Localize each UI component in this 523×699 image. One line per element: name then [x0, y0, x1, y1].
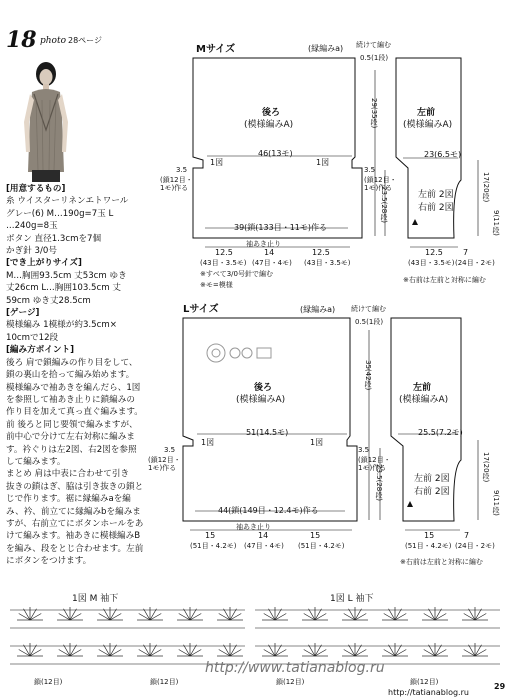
l-front-title: 左前: [413, 383, 432, 393]
m-front-neck-r: 右前 2図: [418, 203, 454, 213]
l-front-hem-count-1: (51目・4.2モ): [405, 542, 452, 550]
l-back-title: 後ろ: [254, 383, 273, 393]
l-front-neck-l: 左前 2図: [414, 474, 450, 484]
m-width-back: 46(13モ): [258, 149, 293, 158]
chain-label-4: 鎖(12目): [410, 678, 439, 686]
m-cont-note: 続けて編む: [356, 41, 391, 49]
l-width-front: 25.5(7.2モ): [418, 428, 463, 437]
material-line: を参照して袖あき止りに鎖編みの: [6, 394, 135, 405]
material-line: [ゲージ]: [6, 308, 40, 319]
material-line: 前中心で分けて左右対称に編みま: [6, 432, 135, 443]
material-line: …240g=8玉: [6, 221, 58, 232]
m-back-title: 後ろ: [262, 108, 281, 118]
m-sleeve-r: 3.5: [364, 166, 376, 174]
l-dim-top: 0.5(1段): [355, 318, 384, 326]
l-hem-count-3: (51目・4.2モ): [298, 542, 345, 550]
l-dim-lower: 23.5(28段): [375, 464, 383, 501]
material-line: じで作ります。裾に縁編みaを編: [6, 494, 131, 505]
material-line: グレー(6) M…190g=7玉 L: [6, 208, 114, 219]
m-dim-length: 29(35段): [370, 98, 378, 129]
material-line: [用意するもの]: [6, 184, 66, 194]
material-line: み、衿、前立てに縁編みbを編みま: [6, 506, 141, 517]
material-line: すが、右前立てにボタンホールをあ: [6, 518, 144, 529]
flower-logo-icon: [205, 342, 275, 364]
m-hem-section-2: 14: [264, 248, 275, 257]
material-line: 丈26cm L…胸囲103.5cm 丈: [6, 283, 121, 294]
material-line: 糸 ウイスターリネンエトワール: [6, 196, 129, 207]
material-line: M…胸囲93.5cm 丈53cm ゆき: [6, 270, 127, 281]
l-chart-title: 1図 L 袖下: [330, 594, 374, 604]
photo-ref-word: photo: [40, 36, 67, 46]
l-front-pattern: (模様編みA): [399, 395, 449, 405]
m-back-outline: [193, 58, 362, 238]
m-back-pattern: (模様編みA): [244, 120, 294, 130]
l-width-back: 51(14.5モ): [246, 428, 289, 437]
material-line: 後ろ 肩で鎖編みの作り目をして、: [6, 357, 138, 368]
material-line: [編み方ポイント]: [6, 345, 75, 356]
l-front-hem-2: 7: [464, 531, 470, 540]
m-dim-top: 0.5(1段): [360, 54, 389, 62]
m-fig1-right: 1図: [316, 158, 330, 167]
pattern-number: 18: [6, 27, 37, 53]
chain-label-2: 鎖(12目): [150, 678, 179, 686]
m-front-hem-2: 7: [463, 248, 469, 257]
m-hem-width: 39(鎖(133目・11モ)作る: [234, 223, 327, 232]
material-line: して編みます。: [6, 456, 66, 467]
m-width-front: 23(6.5モ): [424, 150, 462, 159]
m-size-label: Mサイズ: [196, 44, 236, 55]
material-line: かぎ針 3/0号: [6, 246, 57, 257]
m-front-note: ※右前は左前と対称に編む: [403, 276, 486, 284]
m-side-chain-r: (鎖12目・1モ)作る: [364, 176, 397, 192]
material-line: ボタン 直径1.3cmを7個: [6, 233, 102, 244]
material-line: にボタンをつけます。: [6, 556, 92, 567]
l-hem-count-1: (51目・4.2モ): [190, 542, 237, 550]
m-hem-section-3: 12.5: [312, 248, 330, 257]
material-line: 10cmで12段: [6, 332, 59, 343]
l-dim-neck-lower: 9(11段): [492, 490, 500, 516]
m-sleeve-l: 3.5: [176, 166, 188, 174]
m-hem-count-3: (43目・3.5モ): [304, 259, 351, 267]
l-sleeve-r: 3.5: [358, 446, 370, 454]
chain-label-3: 鎖(12目): [276, 678, 305, 686]
l-hem-section-3: 15: [310, 531, 321, 540]
m-front-hem-count-1: (43目・3.5モ): [408, 259, 455, 267]
l-side-chain-l: (鎖12目・1モ)作る: [148, 456, 181, 472]
watermark-url: http://www.tatianablog.ru: [205, 660, 385, 676]
m-hem-count-2: (47目・4モ): [252, 259, 292, 267]
l-fig1-right: 1図: [310, 438, 324, 447]
m-note-2: ※モ=模様: [200, 281, 233, 289]
m-front-hem-1: 12.5: [425, 248, 443, 257]
material-line: けて編みます。袖あきに模様編みB: [6, 531, 141, 542]
l-hem-width: 44(鎖(149目・12.4モ)作る: [218, 506, 319, 515]
material-line: 抜きの鎖はぎ、脇は引き抜きの鎖と: [6, 481, 144, 492]
footer-url: http://tatianablog.ru: [388, 688, 469, 697]
m-side-chain-l: (鎖12目・1モ)作る: [160, 176, 193, 192]
m-dim-neck-lower: 9(11段): [492, 210, 500, 236]
page-number: 29: [494, 682, 506, 691]
material-line: 模様編み 1模様が約3.5cm×: [6, 320, 117, 331]
m-hem-note: 袖あき止り: [246, 240, 281, 248]
material-line: す。衿ぐりは左2図、右2図を参照: [6, 444, 137, 455]
l-dim-neck: 17(20段): [482, 452, 490, 483]
m-chart-title: 1図 M 袖下: [72, 594, 119, 604]
material-line: 前 後ろと同じ要領で編みますが、: [6, 419, 138, 430]
l-hem-count-2: (47目・4モ): [244, 542, 284, 550]
material-line: まとめ 肩は中表に合わせて引き: [6, 469, 130, 480]
l-border-top: (縁編みa): [300, 305, 336, 314]
material-line: 模様編みで袖あきを編んだら、1図: [6, 382, 141, 393]
material-line: 鎖の裏山を拾って編み始めます。: [6, 370, 135, 381]
material-line: [でき上がりサイズ]: [6, 258, 82, 269]
m-fig1-left: 1図: [210, 158, 224, 167]
chain-label-1: 鎖(12目): [34, 678, 63, 686]
m-front-hem-count-2: (24目・2モ): [455, 259, 495, 267]
l-front-hem-1: 15: [424, 531, 435, 540]
m-dim-lower: 23.5(28段): [380, 186, 388, 223]
m-dim-neck: 17(20段): [482, 172, 490, 203]
l-cont-note: 続けて編む: [351, 305, 386, 313]
l-hem-section-2: 14: [258, 531, 269, 540]
m-note-1: ※すべて3/0号針で編む: [200, 270, 273, 278]
l-dim-length: 35(42段): [364, 360, 372, 391]
l-hem-section-1: 15: [205, 531, 216, 540]
m-front-pattern: (模様編みA): [403, 120, 453, 130]
m-front-title: 左前: [417, 108, 436, 118]
l-back-pattern: (模様編みA): [236, 395, 286, 405]
m-front-neck-l: 左前 2図: [418, 190, 454, 200]
material-line: 作り目を加えて真っ直ぐ編みます。: [6, 407, 143, 418]
l-size-label: Lサイズ: [183, 304, 219, 315]
stitch-fans: [17, 607, 488, 656]
l-fig1-left: 1図: [201, 438, 215, 447]
l-sleeve-l: 3.5: [164, 446, 176, 454]
l-hem-note: 袖あき止り: [236, 523, 271, 531]
m-hem-section-1: 12.5: [215, 248, 233, 257]
l-front-note: ※右前は左前と対称に編む: [400, 558, 483, 566]
l-front-neck-r: 右前 2図: [414, 487, 450, 497]
m-border-top: (縁編みa): [308, 44, 344, 53]
l-front-hem-count-2: (24目・2モ): [455, 542, 495, 550]
material-line: を編み、段をとじ合わせます。左前: [6, 543, 144, 554]
m-hem-count-1: (43目・3.5モ): [200, 259, 247, 267]
watermark-logo: [205, 342, 275, 364]
material-line: 59cm ゆき丈28.5cm: [6, 295, 91, 306]
photo-ref-page: 28ページ: [68, 36, 103, 45]
l-side-chain-r: (鎖12目・1モ)作る: [358, 456, 391, 472]
